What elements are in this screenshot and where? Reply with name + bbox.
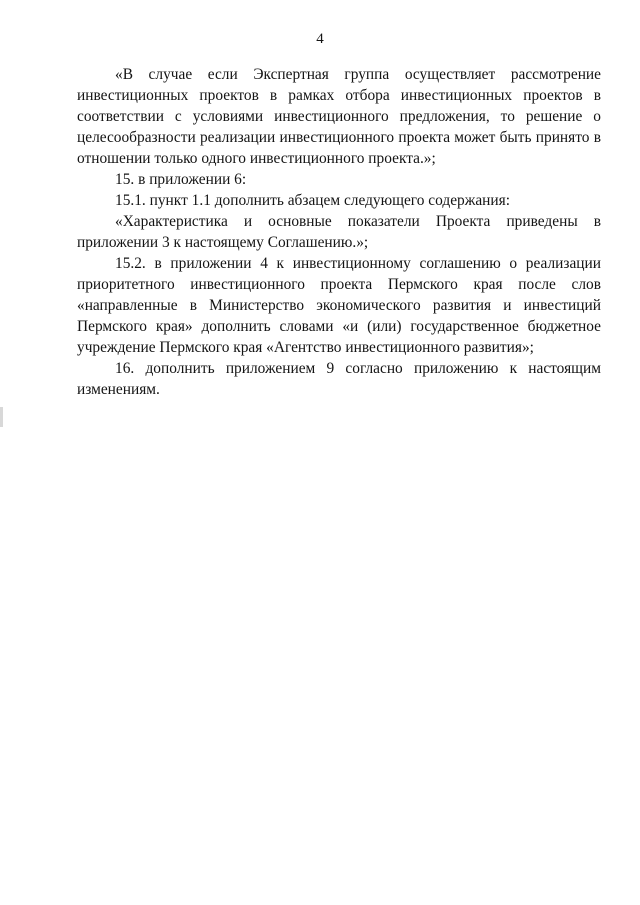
scan-edge-mark bbox=[0, 407, 3, 427]
paragraph-item-15-1: 15.1. пункт 1.1 дополнить абзацем следующего содержания: bbox=[115, 192, 511, 209]
document-body bbox=[77, 64, 601, 400]
paragraph-expert-group-clause: «В случае если Экспертная группа осуществляет рассмотрение инвестиционных проектов в рамках отбора инвестиционных проектов в соответствии с условиями инвестиционного предложения, то решение о целесообразности реализации инвестиционного проекта может быть принято в отношении только одного инвестиционного проекта.»; bbox=[77, 66, 601, 167]
paragraph-item-15-2: 15.2. в приложении 4 к инвестиционному соглашению о реализации приоритетного инвестиционного проекта Пермского края после слов «направленные в Министерство экономического развития и инвестиций Пермского края» дополнить словами «и (или) государственное бюджетное учреждение Пермского края «Агентство инвестиционного развития»; bbox=[77, 255, 601, 356]
paragraph-characteristics-clause: «Характеристика и основные показатели Проекта приведены в приложении 3 к настоящему Соглашению.»; bbox=[77, 213, 601, 251]
page-number: 4 bbox=[316, 31, 324, 47]
paragraph-item-16: 16. дополнить приложением 9 согласно приложению к настоящим изменениям. bbox=[77, 360, 601, 398]
paragraph-item-15: 15. в приложении 6: bbox=[115, 171, 247, 188]
